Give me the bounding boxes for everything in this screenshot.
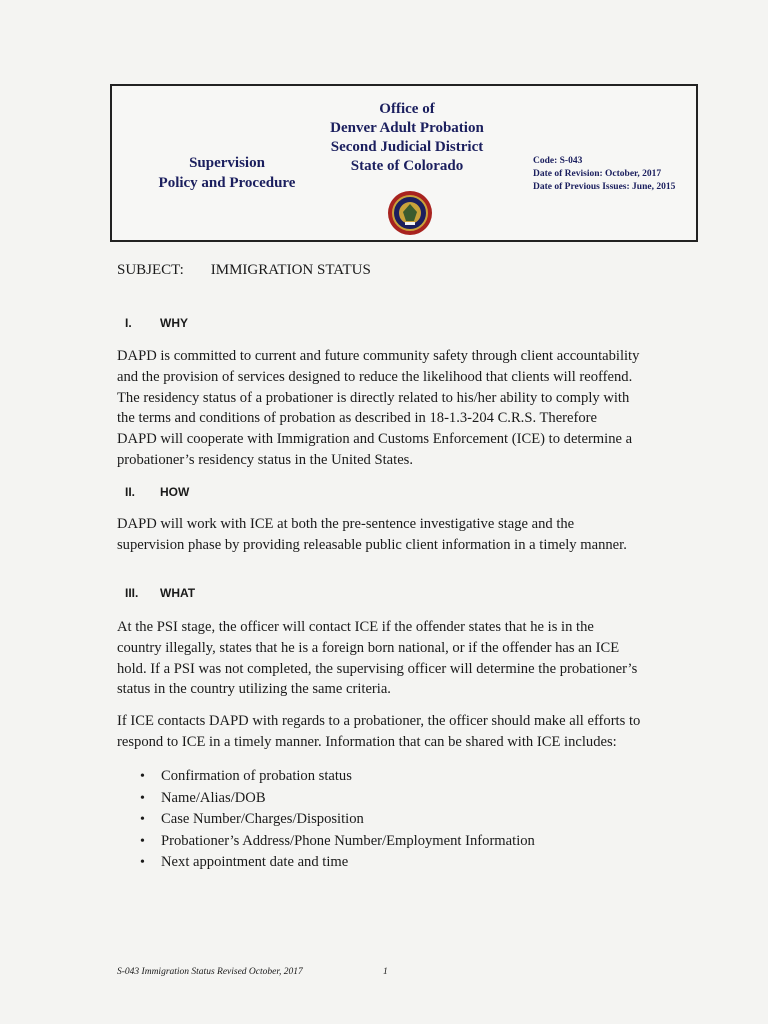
- section-number: II.: [125, 485, 136, 499]
- bullet-icon: •: [140, 855, 145, 871]
- bullet-icon: •: [140, 833, 145, 849]
- list-item-text: Next appointment date and time: [161, 854, 349, 871]
- date-of-previous-issues: Date of Previous Issues: June, 2015: [533, 182, 676, 192]
- policy-line: Supervision: [189, 155, 265, 171]
- page-number: 1: [383, 967, 388, 977]
- section-title: HOW: [160, 485, 190, 499]
- text-line: If ICE contacts DAPD with regards to a probationer, the officer should make all efforts to: [117, 713, 641, 729]
- section-title: WHY: [160, 316, 188, 330]
- section-title: WHAT: [160, 586, 196, 600]
- subject-value: IMMIGRATION STATUS: [210, 262, 371, 278]
- date-of-revision: Date of Revision: October, 2017: [533, 169, 662, 179]
- header-box: [110, 84, 698, 242]
- office-line: Office of: [379, 101, 435, 117]
- list-item: [140, 852, 535, 874]
- section-heading-why: [125, 316, 188, 330]
- text-line: DAPD will work with ICE at both the pre-sentence investigative stage and the: [117, 516, 575, 532]
- section-heading-how: [125, 485, 189, 499]
- list-item-text: Confirmation of probation status: [161, 768, 352, 784]
- what-paragraph-2: [117, 711, 677, 753]
- section-number: III.: [125, 586, 139, 600]
- list-item: [140, 809, 535, 831]
- list-item-text: Name/Alias/DOB: [161, 789, 266, 806]
- how-paragraph: [117, 514, 677, 556]
- text-line: At the PSI stage, the officer will contact ICE if the offender states that he is in the: [117, 619, 594, 635]
- policy-title: [142, 153, 312, 193]
- text-line: hold. If a PSI was not completed, the supervising officer will determine the probationer’s: [117, 660, 638, 677]
- text-line: the terms and conditions of probation as described in 18-1.3-204 C.R.S. Therefore: [117, 410, 598, 427]
- footer-doc-reference: S-043 Immigration Status Revised October, 2017: [117, 967, 303, 977]
- text-line: supervision phase by providing releasable public client information in a timely manner.: [117, 536, 627, 553]
- section-heading-what: [125, 586, 195, 600]
- what-paragraph-1: [117, 617, 677, 700]
- text-line: The residency status of a probationer is directly related to his/her ability to comply with: [117, 389, 630, 406]
- colorado-seal-icon: [387, 190, 433, 236]
- list-item: [140, 766, 535, 788]
- list-item-text: Probationer’s Address/Phone Number/Employment Information: [161, 832, 535, 849]
- text-line: country illegally, states that he is a foreign born national, or if the offender has an ICE: [117, 639, 620, 656]
- text-line: DAPD will cooperate with Immigration and Customs Enforcement (ICE) to determine a: [117, 431, 633, 448]
- list-item: [140, 788, 535, 810]
- bullet-icon: •: [140, 812, 145, 828]
- policy-line: Policy and Procedure: [158, 175, 296, 191]
- text-line: DAPD is committed to current and future community safety through client accountability: [117, 348, 640, 364]
- shareable-info-list: [140, 766, 535, 874]
- section-number: I.: [125, 316, 132, 330]
- text-line: respond to ICE in a timely manner. Information that can be shared with ICE includes:: [117, 733, 617, 750]
- bullet-icon: •: [140, 769, 145, 784]
- policy-code: Code: S-043: [533, 156, 583, 166]
- office-line: State of Colorado: [350, 158, 464, 174]
- code-block: [533, 155, 698, 194]
- text-line: and the provision of services designed to reduce the likelihood that clients will reoffend.: [117, 368, 633, 385]
- list-item-text: Case Number/Charges/Disposition: [161, 811, 364, 828]
- office-line: Denver Adult Probation: [330, 120, 484, 136]
- subject-label: SUBJECT:: [117, 262, 184, 278]
- office-title: [312, 100, 502, 176]
- text-line: probationer’s residency status in the United States.: [117, 451, 414, 468]
- subject-line: [117, 262, 371, 279]
- list-item: [140, 831, 535, 853]
- bullet-icon: •: [140, 790, 145, 806]
- why-paragraph: [117, 346, 677, 471]
- text-line: status in the country utilizing the same criteria.: [117, 681, 391, 698]
- office-line: Second Judicial District: [330, 139, 484, 155]
